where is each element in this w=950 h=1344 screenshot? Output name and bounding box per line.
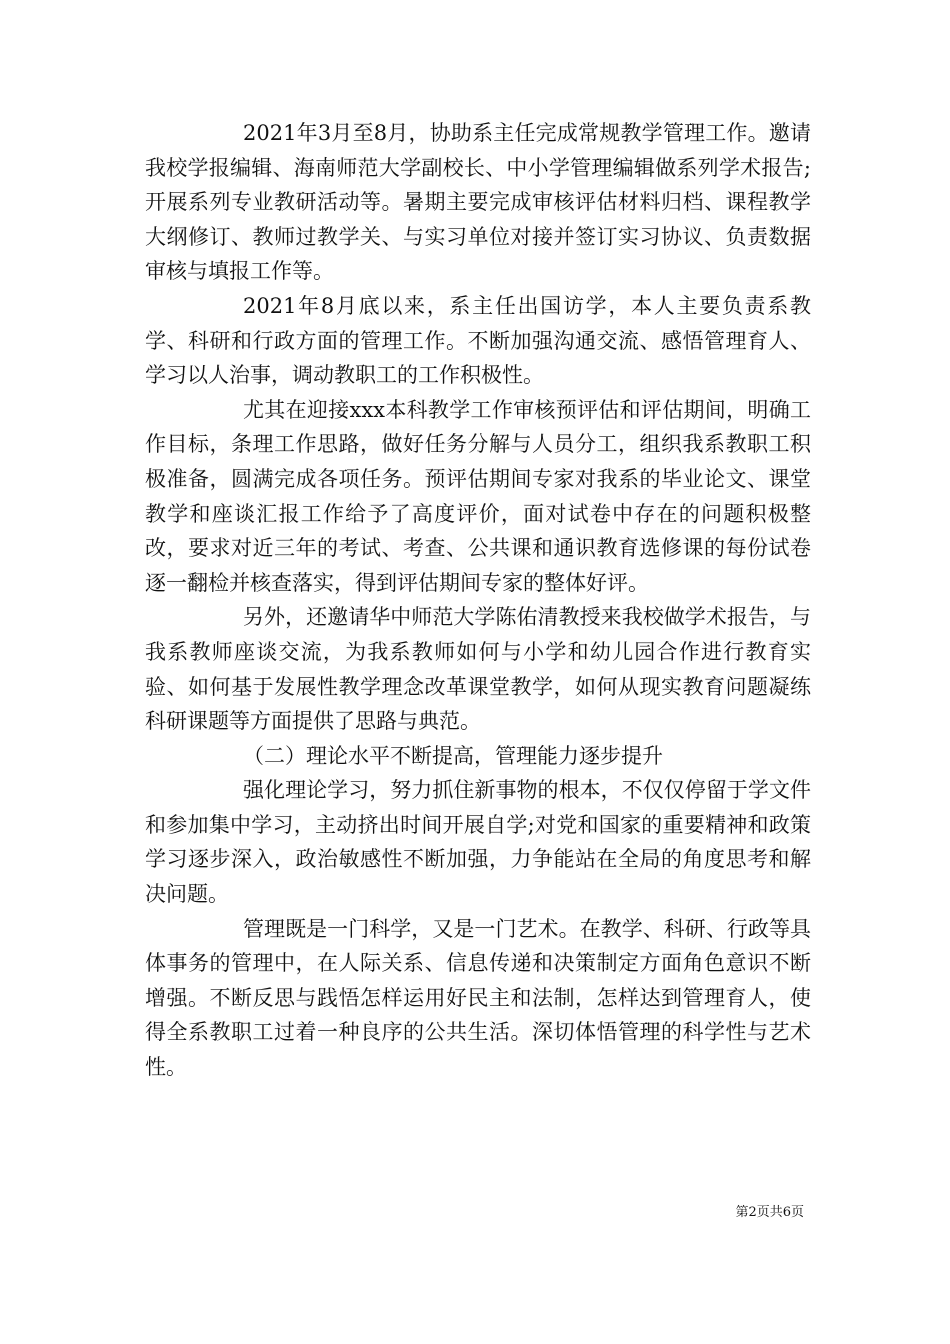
paragraph-4: 另外，还邀请华中师范大学陈佑清教授来我校做学术报告，与我系教师座谈交流，为我系教师如何与小学和幼儿园合作进行教育实验、如何基于发展性教学理念改革课堂教学，如何从现实教育问题凝练科研课题等方面提供了思路与典范。 — [145, 605, 811, 734]
section-heading: （二）理论水平不断提高，管理能力逐步提升 — [243, 743, 663, 768]
paragraph-1: 2021年3月至8月，协助系主任完成常规教学管理工作。邀请我校学报编辑、海南师范大学副校长、中小学管理编辑做系列学术报告;开展系列专业教研活动等。暑期主要完成审核评估材料归档、课程教学大纲修订、教师过教学关、与实习单位对接并签订实习协议、负责数据审核与填报工作等。 — [145, 121, 811, 284]
paragraph-3: 尤其在迎接xxx本科教学工作审核预评估和评估期间，明确工作目标，条理工作思路，做好任务分解与人员分工，组织我系教职工积极准备，圆满完成各项任务。预评估期间专家对我系的毕业论文、课堂教学和座谈汇报工作给予了高度评价，面对试卷中存在的问题积极整改，要求对近三年的考试、考查、公共课和通识教育选修课的每份试卷逐一翻检并核查落实，得到评估期间专家的整体好评。 — [145, 397, 811, 595]
document-body — [145, 116, 811, 1085]
paragraph-5: 强化理论学习，努力抓住新事物的根本，不仅仅停留于学文件和参加集中学习，主动挤出时间开展自学;对党和国家的重要精神和政策学习逐步深入，政治敏感性不断加强，力争能站在全局的角度思考和解决问题。 — [145, 778, 811, 907]
page-number-footer: 第2页共6页 — [735, 1205, 804, 1220]
paragraph-2: 2021年8月底以来，系主任出国访学，本人主要负责系教学、科研和行政方面的管理工作。不断加强沟通交流、感悟管理育人、学习以人治事，调动教职工的工作积极性。 — [145, 293, 811, 388]
paragraph-6: 管理既是一门科学，又是一门艺术。在教学、科研、行政等具体事务的管理中，在人际关系、信息传递和决策制定方面角色意识不断增强。不断反思与践悟怎样运用好民主和法制，怎样达到管理育人，使得全系教职工过着一种良序的公共生活。深切体悟管理的科学性与艺术性。 — [145, 916, 811, 1080]
